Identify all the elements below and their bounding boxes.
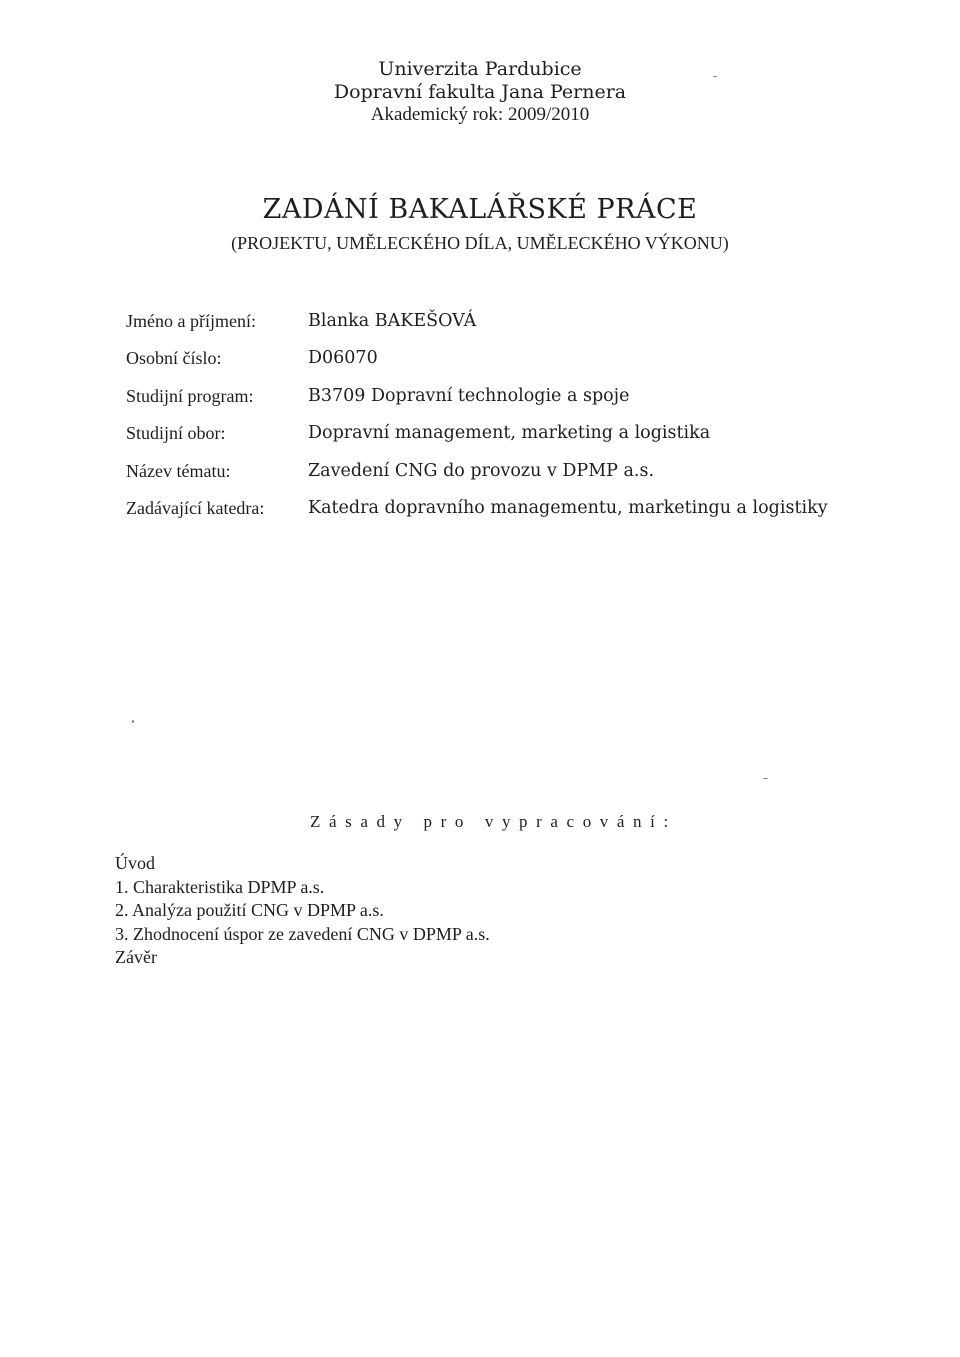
thesis-outline: [115, 852, 490, 970]
outline-item: 2. Analýza použití CNG v DPMP a.s.: [115, 900, 384, 920]
principles-heading: Zásady pro vypracování:: [310, 812, 677, 831]
info-label: Studijní obor:: [126, 423, 226, 444]
outline-item: Závěr: [115, 947, 157, 967]
info-value: Blanka BAKEŠOVÁ: [308, 311, 477, 331]
institution-header: [0, 57, 960, 126]
scan-speck: [132, 720, 134, 723]
info-label: Studijní program:: [126, 385, 254, 406]
outline-item: 3. Zhodnocení úspor ze zavedení CNG v DPMP a.s.: [115, 923, 490, 944]
document-title: ZADÁNÍ BAKALÁŘSKÉ PRÁCE: [262, 194, 698, 225]
document-subtitle: (PROJEKTU, UMĚLECKÉHO DÍLA, UMĚLECKÉHO VÝKONU): [231, 233, 729, 253]
outline-item: 1. Charakteristika DPMP a.s.: [115, 876, 325, 897]
info-value: Katedra dopravního managementu, marketingu a logistiky: [308, 497, 828, 518]
info-label: Jméno a příjmení:: [126, 311, 256, 331]
scan-speck: [713, 76, 717, 77]
academic-year: Akademický rok: 2009/2010: [370, 104, 590, 125]
university-name: Univerzita Pardubice: [378, 58, 582, 80]
info-value: Zavedení CNG do provozu v DPMP a.s.: [308, 460, 655, 481]
info-label: Název tématu:: [126, 460, 231, 481]
scan-speck: [763, 778, 768, 779]
info-value: Dopravní management, marketing a logistika: [308, 423, 711, 444]
info-label: Zadávající katedra:: [126, 497, 265, 518]
faculty-name: Dopravní fakulta Jana Pernera: [333, 81, 627, 103]
info-value: D06070: [308, 348, 378, 369]
info-label: Osobní číslo:: [126, 348, 222, 369]
outline-item: Úvod: [115, 853, 155, 873]
info-value: B3709 Dopravní technologie a spoje: [308, 385, 630, 406]
